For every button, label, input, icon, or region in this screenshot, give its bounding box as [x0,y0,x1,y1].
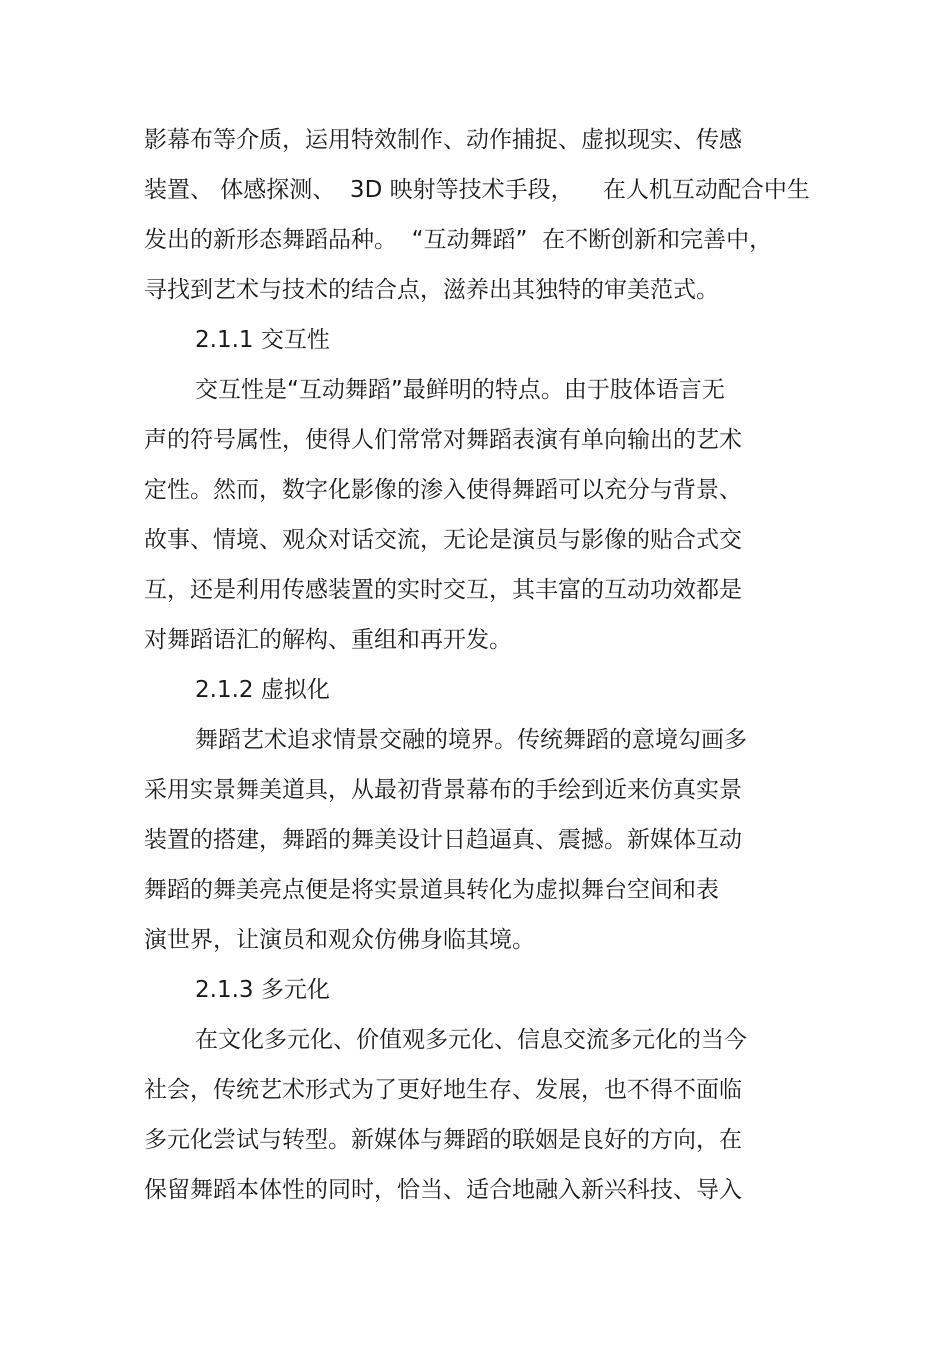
section-heading-2-1-3: 2.1.3 多元化 [195,977,330,1003]
section-heading-2-1-2: 2.1.2 虚拟化 [195,677,330,703]
paragraph-line: 交互性是“互动舞蹈”最鲜明的特点。由于肢体语言无 [195,377,725,403]
paragraph-line: 舞蹈艺术追求情景交融的境界。传统舞蹈的意境勾画多 [195,727,747,753]
paragraph-line: 互，还是利用传感装置的实时交互，其丰富的互动功效都是 [144,577,742,603]
paragraph-line: 装置、 体感探测、 3D 映射等技术手段， 在人机互动配合中生 [144,177,810,203]
paragraph-line: 演世界，让演员和观众仿佛身临其境。 [144,927,535,953]
paragraph-line: 在文化多元化、价值观多元化、信息交流多元化的当今 [195,1027,747,1053]
paragraph-line: 影幕布等介质，运用特效制作、动作捕捉、虚拟现实、传感 [144,127,742,153]
paragraph-line: 社会，传统艺术形式为了更好地生存、发展，也不得不面临 [144,1077,742,1103]
section-heading-2-1-1: 2.1.1 交互性 [195,327,330,353]
paragraph-line: 寻找到艺术与技术的结合点，滋养出其独特的审美范式。 [144,277,719,303]
paragraph-line: 对舞蹈语汇的解构、重组和再开发。 [144,627,512,653]
paragraph-line: 定性。然而，数字化影像的渗入使得舞蹈可以充分与背景、 [144,477,742,503]
paragraph-line: 采用实景舞美道具，从最初背景幕布的手绘到近来仿真实景 [144,777,742,803]
paragraph-line: 舞蹈的舞美亮点便是将实景道具转化为虚拟舞台空间和表 [144,877,719,903]
paragraph-line: 发出的新形态舞蹈品种。 “互动舞蹈” 在不断创新和完善中， [144,227,773,253]
paragraph-line: 多元化尝试与转型。新媒体与舞蹈的联姻是良好的方向，在 [144,1127,742,1153]
paragraph-line: 声的符号属性，使得人们常常对舞蹈表演有单向输出的艺术 [144,427,742,453]
paragraph-line: 保留舞蹈本体性的同时，恰当、适合地融入新兴科技、导入 [144,1177,742,1203]
paragraph-line: 装置的搭建，舞蹈的舞美设计日趋逼真、震撼。新媒体互动 [144,827,742,853]
paragraph-line: 故事、情境、观众对话交流，无论是演员与影像的贴合式交 [144,527,742,553]
